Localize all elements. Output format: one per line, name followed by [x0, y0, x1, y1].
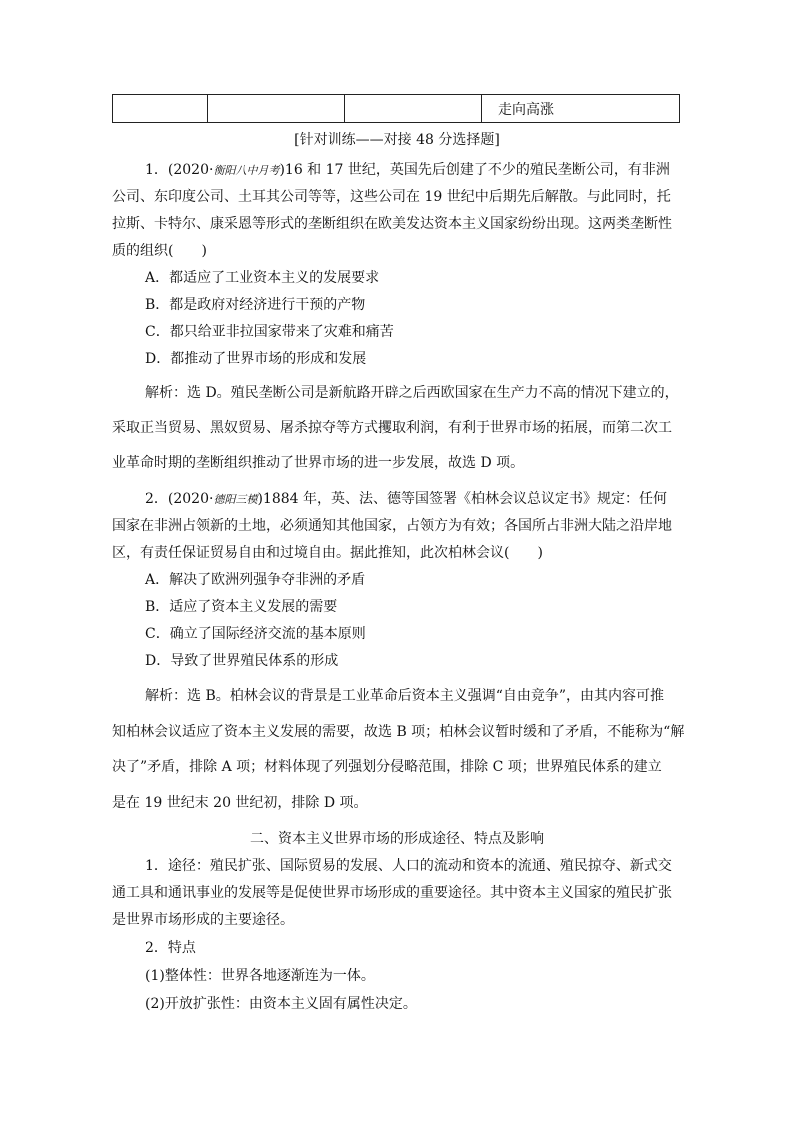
paragraph-line: 1．途径：殖民扩张、国际贸易的发展、人口的流动和资本的流通、殖民掠夺、新式交 — [145, 858, 672, 874]
option-d: D．都推动了世界市场的形成和发展 — [145, 351, 367, 367]
question-number: 2．(2020· — [145, 491, 214, 507]
paragraph-line: 2．特点 — [145, 940, 196, 956]
question-source: 衡阳八中月考 — [213, 164, 280, 177]
question-1-line: 公司、东印度公司、土耳其公司等等，这些公司在 19 世纪中后期先后解散。与此同时，托 — [112, 189, 671, 205]
option-b: B．都是政府对经济进行干预的产物 — [145, 297, 366, 313]
analysis-line: 是在 19 世纪末 20 世纪初，排除 D 项。 — [112, 795, 368, 811]
question-2-line: 国家在非洲占领新的土地，必须通知其他国家，占领方为有效；各国所占非洲大陆之沿岸地 — [112, 518, 672, 534]
question-1-line: 拉斯、卡特尔、康采恩等形式的垄断组织在欧美发达资本主义国家纷纷出现。这两类垄断性 — [112, 216, 672, 232]
table-cell: 走向高涨 — [482, 95, 680, 123]
question-text: )16 和 17 世纪，英国先后创建了不少的殖民垄断公司，有非洲 — [279, 162, 670, 178]
analysis-line: 业革命时期的垄断组织推动了世界市场的进一步发展，故选 D 项。 — [112, 455, 525, 471]
option-a: A．解决了欧洲列强争夺非洲的矛盾 — [145, 572, 366, 588]
question-2-line: 区，有责任保证贸易自由和过境自由。据此推知，此次柏林会议( ) — [112, 545, 543, 561]
option-a: A．都适应了工业资本主义的发展要求 — [145, 270, 380, 286]
question-source: 德阳三模 — [213, 493, 258, 506]
paragraph-line: (2)开放扩张性：由资本主义固有属性决定。 — [145, 996, 417, 1012]
paragraph-line: 是世界市场形成的主要途径。 — [112, 912, 294, 928]
option-b: B．适应了资本主义发展的需要 — [145, 599, 338, 615]
paragraph-line: 通工具和通讯事业的发展等是促使世界市场形成的重要途径。其中资本主义国家的殖民扩张 — [112, 885, 672, 901]
section-title: 二、资本主义世界市场的形成途径、特点及影响 — [250, 831, 544, 847]
table-cell — [345, 95, 482, 123]
analysis-line: 决了”矛盾，排除 A 项；材料体现了列强划分侵略范围，排除 C 项；世界殖民体系的建立 — [112, 759, 662, 775]
analysis-line: 解析：选 B。柏林会议的背景是工业革命后资本主义强调“自由竞争”，由其内容可推 — [145, 688, 665, 704]
paragraph-line: (1)整体性：世界各地逐渐连为一体。 — [145, 968, 375, 984]
option-c: C．都只给亚非拉国家带来了灾难和痛苦 — [145, 324, 394, 340]
question-2-stem — [145, 489, 715, 510]
table-fragment — [112, 94, 680, 123]
section-header: [针对训练——对接 48 分选择题] — [294, 132, 500, 148]
question-text: )1884 年，英、法、德等国签署《柏林会议总议定书》规定：任何 — [257, 491, 667, 507]
table-cell — [113, 95, 208, 123]
question-1-line: 质的组织( ) — [112, 243, 207, 259]
table-row — [113, 95, 680, 123]
analysis-line: 知柏林会议适应了资本主义发展的需要，故选 B 项；柏林会议暂时缓和了矛盾，不能称为“解 — [112, 724, 685, 740]
option-c: C．确立了国际经济交流的基本原则 — [145, 626, 366, 642]
question-number: 1．(2020· — [145, 162, 214, 178]
table-cell — [208, 95, 345, 123]
analysis-line: 采取正当贸易、黑奴贸易、屠杀掠夺等方式攫取利润，有利于世界市场的拓展，而第二次工 — [112, 420, 672, 436]
option-d: D．导致了世界殖民体系的形成 — [145, 653, 339, 669]
analysis-line: 解析：选 D。殖民垄断公司是新航路开辟之后西欧国家在生产力不高的情况下建立的， — [145, 385, 679, 401]
question-1-stem — [145, 160, 715, 181]
